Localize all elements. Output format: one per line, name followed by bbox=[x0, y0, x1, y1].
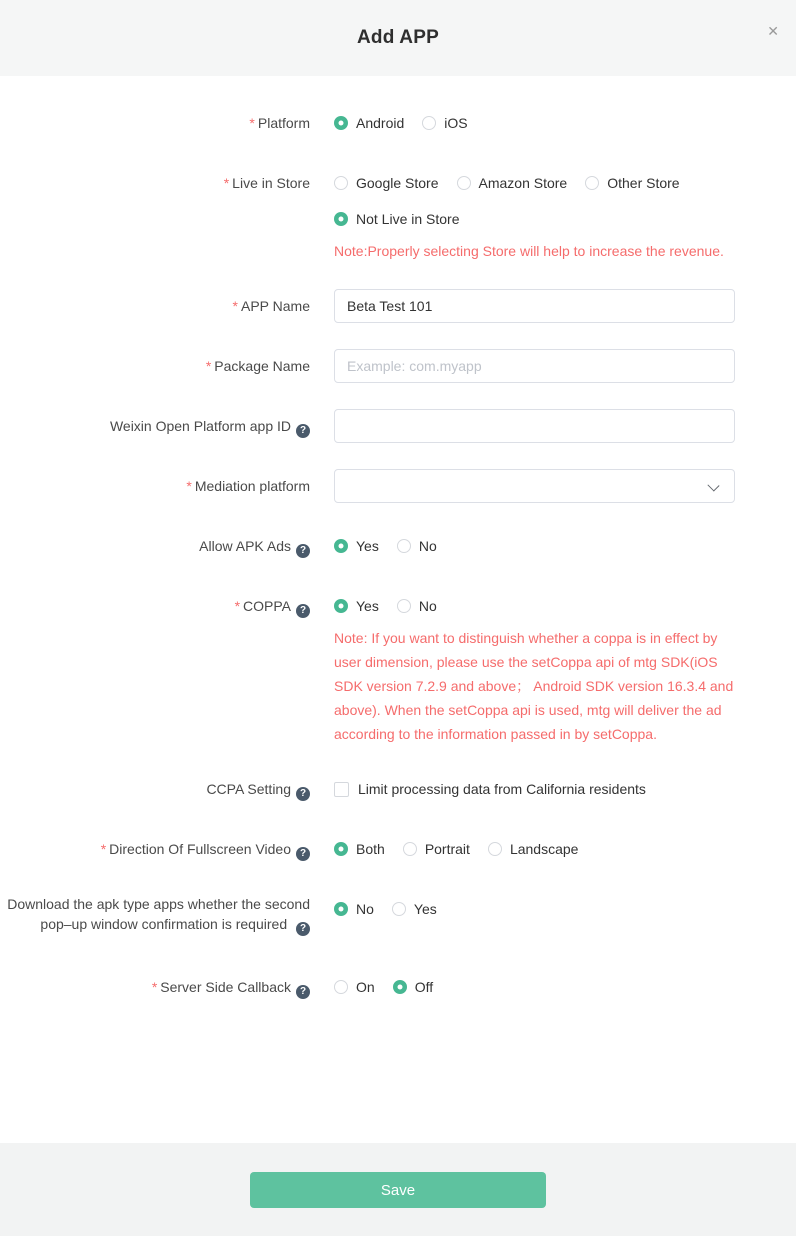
row-package-name bbox=[0, 349, 796, 383]
radio-label: On bbox=[356, 979, 375, 995]
help-icon[interactable]: ? bbox=[296, 985, 310, 999]
row-weixin-app-id bbox=[0, 409, 796, 443]
radio-icon bbox=[334, 980, 348, 994]
server-callback-label: * Server Side Callback ? bbox=[0, 970, 310, 1004]
required-mark: * bbox=[100, 841, 107, 857]
radio-allow-apk-yes[interactable] bbox=[334, 538, 379, 554]
coppa-note: Note: If you want to distinguish whether a coppa is in effect by user dimension, please use the setCoppa api of mtg SDK(iOS SDK version 7.2.9 and above； Android SDK version 16.3.4 and above). When the setCoppa api is used, mtg will deliver the ad according to the information passed in by setCoppa. bbox=[334, 630, 734, 742]
radio-icon bbox=[334, 539, 348, 553]
radio-label: Not Live in Store bbox=[356, 211, 460, 227]
radio-label: Portrait bbox=[424, 841, 470, 857]
coppa-label: * COPPA ? bbox=[0, 589, 310, 746]
radio-icon bbox=[397, 599, 411, 613]
radio-label: No bbox=[418, 538, 437, 554]
row-live-in-store bbox=[0, 166, 796, 263]
radio-label: iOS bbox=[444, 115, 468, 131]
save-button[interactable]: Save bbox=[250, 1172, 546, 1208]
direction-fullscreen-label: * Direction Of Fullscreen Video ? bbox=[0, 832, 310, 866]
radio-coppa-yes[interactable] bbox=[334, 598, 379, 614]
required-mark: * bbox=[234, 598, 241, 614]
radio-icon bbox=[488, 842, 502, 856]
radio-coppa-no[interactable] bbox=[397, 598, 437, 614]
radio-icon bbox=[393, 980, 407, 994]
radio-icon bbox=[585, 176, 599, 190]
chevron-down-icon bbox=[707, 479, 719, 491]
required-mark: * bbox=[205, 358, 212, 374]
radio-icon bbox=[334, 902, 348, 916]
mediation-platform-label: * Mediation platform bbox=[186, 478, 310, 494]
radio-direction-landscape[interactable] bbox=[488, 841, 579, 857]
radio-label: Google Store bbox=[356, 175, 439, 191]
app-name-input[interactable] bbox=[334, 289, 735, 323]
download-confirm-label: Download the apk type apps whether the second pop–up window confirmation is required ? bbox=[7, 896, 310, 934]
radio-label: Landscape bbox=[509, 841, 579, 857]
live-in-store-label: * Live in Store bbox=[223, 175, 310, 191]
radio-download-no[interactable] bbox=[334, 901, 374, 917]
checkbox-label: Limit processing data from California residents bbox=[358, 781, 646, 797]
radio-icon bbox=[397, 539, 411, 553]
help-icon[interactable]: ? bbox=[296, 787, 310, 801]
row-mediation-platform bbox=[0, 469, 796, 503]
radio-icon bbox=[422, 116, 436, 130]
app-name-label: * APP Name bbox=[232, 298, 310, 314]
weixin-app-id-label: Weixin Open Platform app ID ? bbox=[0, 409, 310, 443]
radio-icon bbox=[334, 599, 348, 613]
mediation-platform-select[interactable] bbox=[334, 469, 735, 503]
radio-download-yes[interactable] bbox=[392, 901, 437, 917]
radio-icon bbox=[334, 842, 348, 856]
help-icon[interactable]: ? bbox=[296, 544, 310, 558]
radio-platform-android[interactable] bbox=[334, 115, 404, 131]
row-platform bbox=[0, 106, 796, 140]
ccpa-setting-label: CCPA Setting ? bbox=[0, 772, 310, 806]
help-icon[interactable]: ? bbox=[296, 604, 310, 618]
row-server-callback bbox=[0, 970, 796, 1004]
modal-footer bbox=[0, 1143, 796, 1236]
package-name-label: * Package Name bbox=[205, 358, 310, 374]
required-mark: * bbox=[151, 979, 158, 995]
radio-icon bbox=[334, 116, 348, 130]
radio-callback-off[interactable] bbox=[393, 979, 433, 995]
required-mark: * bbox=[249, 115, 255, 131]
radio-icon bbox=[334, 212, 348, 226]
radio-label: Android bbox=[356, 115, 405, 131]
help-icon[interactable]: ? bbox=[296, 424, 310, 438]
weixin-app-id-input[interactable] bbox=[334, 409, 735, 443]
radio-amazon-store[interactable] bbox=[457, 175, 568, 191]
radio-other-store[interactable] bbox=[585, 175, 679, 191]
row-direction-fullscreen bbox=[0, 832, 796, 866]
radio-google-store[interactable] bbox=[334, 175, 439, 191]
modal-header bbox=[0, 0, 796, 76]
allow-apk-ads-label: Allow APK Ads ? bbox=[0, 529, 310, 563]
row-app-name bbox=[0, 289, 796, 323]
page-title: Add APP bbox=[357, 27, 439, 48]
radio-icon bbox=[334, 176, 348, 190]
platform-label: * Platform bbox=[249, 115, 310, 131]
radio-icon bbox=[403, 842, 417, 856]
required-mark: * bbox=[186, 478, 192, 494]
checkbox-icon bbox=[334, 782, 349, 797]
store-note: Note:Properly selecting Store will help to increase the revenue. bbox=[334, 243, 724, 259]
radio-label: Amazon Store bbox=[478, 175, 568, 191]
radio-direction-both[interactable] bbox=[334, 841, 385, 857]
row-download-confirm bbox=[0, 892, 796, 936]
modal-body bbox=[0, 76, 796, 1143]
package-name-input[interactable] bbox=[334, 349, 735, 383]
radio-label: Both bbox=[356, 841, 385, 857]
close-icon[interactable]: ✕ bbox=[767, 23, 779, 39]
radio-label: Yes bbox=[356, 598, 379, 614]
radio-icon bbox=[457, 176, 471, 190]
radio-callback-on[interactable] bbox=[334, 979, 375, 995]
radio-label: No bbox=[418, 598, 437, 614]
radio-not-live-in-store[interactable] bbox=[334, 211, 460, 227]
radio-label: Off bbox=[414, 979, 434, 995]
radio-allow-apk-no[interactable] bbox=[397, 538, 437, 554]
radio-label: No bbox=[356, 901, 374, 917]
required-mark: * bbox=[232, 298, 238, 314]
row-coppa bbox=[0, 589, 796, 746]
radio-label: Yes bbox=[356, 538, 379, 554]
row-allow-apk-ads bbox=[0, 529, 796, 563]
radio-platform-ios[interactable] bbox=[422, 115, 467, 131]
row-ccpa-setting bbox=[0, 772, 796, 806]
radio-icon bbox=[392, 902, 406, 916]
help-icon[interactable]: ? bbox=[296, 922, 310, 936]
ccpa-checkbox[interactable] bbox=[334, 772, 735, 806]
required-mark: * bbox=[223, 175, 230, 191]
help-icon[interactable]: ? bbox=[296, 847, 310, 861]
radio-direction-portrait[interactable] bbox=[403, 841, 470, 857]
radio-label: Other Store bbox=[607, 175, 680, 191]
radio-label: Yes bbox=[413, 901, 437, 917]
